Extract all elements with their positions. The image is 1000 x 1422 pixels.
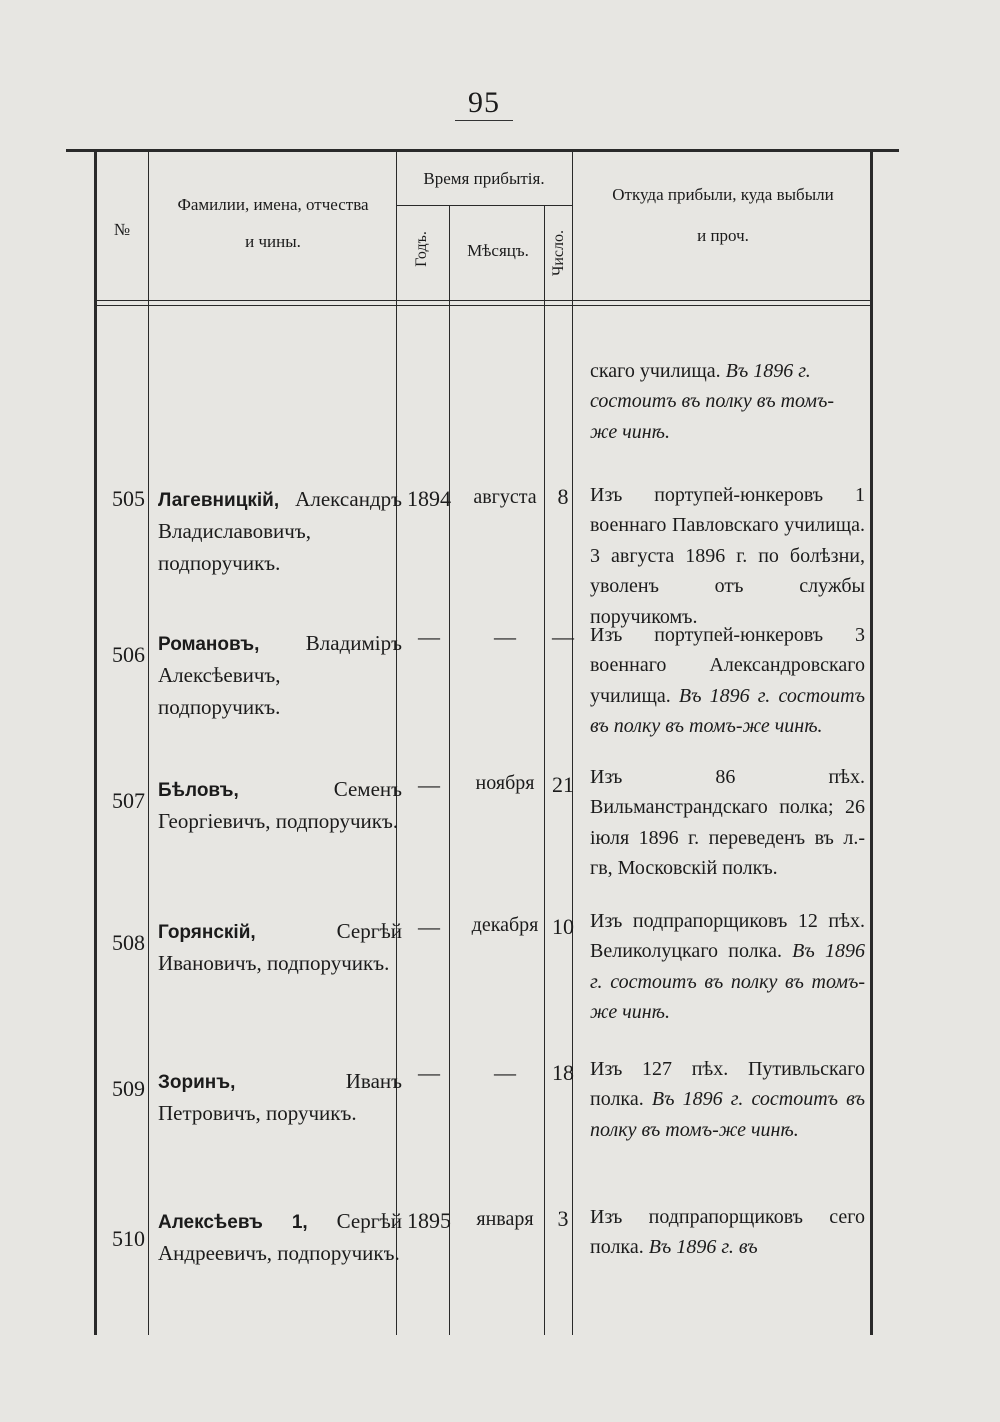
row-note-text: Изъ портупей-юнкеровъ 3 военнаго Александровскаго училища. <box>590 624 865 707</box>
row-month: декабря <box>471 914 539 936</box>
row-note <box>590 906 865 1028</box>
column-divider-left <box>94 150 97 1335</box>
row-name-rest: Иванъ Петровичъ, поручикъ. <box>158 1069 402 1125</box>
column-divider-day <box>544 206 545 1335</box>
row-day: 8 <box>557 484 569 509</box>
row-day: 21 <box>552 772 574 797</box>
column-divider-year <box>396 150 397 1335</box>
page-number: 95 <box>468 86 500 119</box>
row-note-italic: Въ 1896 г. состоитъ въ полку въ томъ-же чинѣ. <box>590 684 865 738</box>
continuation-line2: состоитъ въ полку въ томъ- <box>590 390 835 413</box>
row-note-text: Изъ 127 пѣх. Путивльскаго полка. <box>590 1058 865 1111</box>
row-note-text: Изъ портупей-юнкеровъ 1 военнаго Павловскаго училища. 3 августа 1896 г. по болѣзни, уволенъ отъ службы поручикомъ. <box>590 484 865 628</box>
header-name-line1: Фамилии, имена, отчества <box>177 195 369 214</box>
row-month: ноября <box>475 772 535 794</box>
row-note <box>590 1202 865 1263</box>
row-note-text: Изъ подпрапорщиковъ 12 пѣх. Великолуцкаго полка. <box>590 910 865 963</box>
row-note-text: Изъ 86 пѣх. Вильманстрандскаго полка; 26 іюля 1896 г. переведенъ въ л.-гв, Московскій полкъ. <box>590 766 865 880</box>
row-month: января <box>476 1208 534 1230</box>
row-year: — <box>418 1060 440 1085</box>
continuation-line1: скаго училища. <box>590 360 721 382</box>
row-year: — <box>418 624 440 649</box>
continuation-line1-italic: Въ 1896 г. <box>720 360 811 382</box>
row-year: — <box>418 772 440 797</box>
header-bottom-rule <box>96 300 870 301</box>
continuation-note <box>590 356 865 447</box>
row-surname: Бѣловъ, <box>158 780 239 801</box>
row-day: — <box>552 624 574 649</box>
header-notes-line2: и проч. <box>697 225 749 245</box>
row-name <box>158 1206 402 1270</box>
row-year: 1894 <box>407 486 451 511</box>
row-surname: Горянскій, <box>158 922 256 943</box>
row-name <box>158 628 402 724</box>
table-top-rule <box>66 149 899 152</box>
row-note-italic: Въ 1896 г. состоитъ въ полку въ томъ-же чинѣ. <box>590 940 865 1024</box>
header-day: Число. <box>550 229 567 277</box>
row-name-rest: Александръ Владиславовичъ, подпоручикъ. <box>158 487 402 575</box>
header-notes <box>578 180 868 251</box>
row-surname: Романовъ, <box>158 634 260 655</box>
column-divider-notes <box>572 150 573 1335</box>
row-number: 509 <box>112 1076 145 1101</box>
row-number: 505 <box>112 486 145 511</box>
row-number: 507 <box>112 788 145 813</box>
row-day: 10 <box>552 914 574 939</box>
row-note <box>590 762 865 884</box>
header-num: № <box>113 220 131 239</box>
row-month: августа <box>473 486 537 508</box>
row-month: — <box>494 1060 516 1085</box>
row-year: — <box>418 914 440 939</box>
header-name-line2: и чины. <box>245 231 301 251</box>
row-note-text: Изъ подпрапорщиковъ сего полка. <box>590 1206 865 1259</box>
row-name <box>158 916 402 980</box>
page-number-underline <box>455 120 513 121</box>
row-number: 508 <box>112 930 145 955</box>
row-day: 3 <box>557 1206 569 1231</box>
arrival-subheader-rule <box>396 205 572 206</box>
row-month: — <box>494 624 516 649</box>
header-arrival-time: Время прибытія. <box>423 169 545 188</box>
row-name <box>158 774 402 838</box>
header-name <box>152 190 394 257</box>
row-number: 510 <box>112 1226 145 1251</box>
row-name-rest: Сергѣй Ивановичъ, подпоручикъ. <box>158 919 402 975</box>
row-year: 1895 <box>407 1208 451 1233</box>
row-surname: Алексѣевъ 1, <box>158 1212 308 1233</box>
column-divider-right <box>870 150 873 1335</box>
row-surname: Зоринъ, <box>158 1072 236 1093</box>
row-name-rest: Семенъ Георгіевичъ, подпоручикъ. <box>158 777 402 833</box>
header-notes-line1: Откуда прибыли, куда выбыли <box>612 185 834 204</box>
row-note <box>590 620 865 742</box>
row-day: 18 <box>552 1060 574 1085</box>
row-name-rest: Владиміръ Алексѣевичъ, подпоручикъ. <box>158 631 402 719</box>
row-note <box>590 1054 865 1145</box>
header-month: Мѣсяцъ. <box>467 241 529 260</box>
row-note <box>590 480 865 632</box>
row-name <box>158 1066 402 1130</box>
header-bottom-rule-2 <box>96 305 870 306</box>
row-note-italic: Въ 1896 г. въ <box>648 1236 758 1259</box>
column-divider-month <box>449 206 450 1335</box>
row-name-rest: Сергѣй Андреевичъ, подпоручикъ. <box>158 1209 402 1265</box>
continuation-line3: же чинѣ. <box>590 420 671 443</box>
header-year: Годъ. <box>413 231 430 267</box>
row-number: 506 <box>112 642 145 667</box>
row-note-italic: Въ 1896 г. состоитъ въ полку въ томъ-же чинѣ. <box>590 1088 865 1141</box>
row-name <box>158 484 402 580</box>
column-divider-name <box>148 150 149 1335</box>
row-surname: Лагевницкій, <box>158 490 280 511</box>
